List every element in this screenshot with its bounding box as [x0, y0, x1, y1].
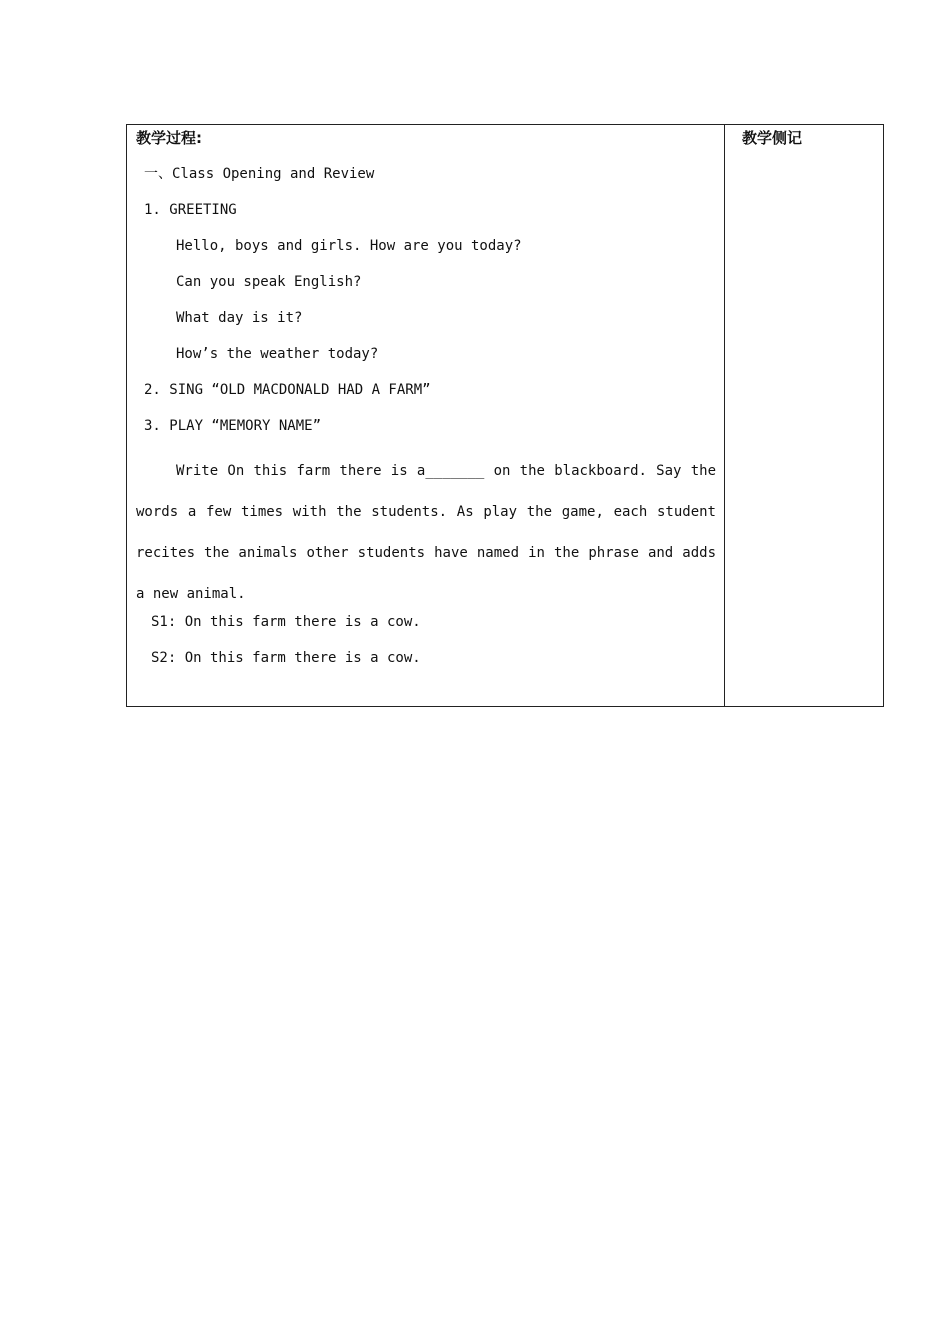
greeting-line-1: Hello, boys and girls. How are you today?: [176, 238, 522, 254]
greeting-line-4: How’s the weather today?: [176, 346, 379, 362]
student-line-2: S2: On this farm there is a cow.: [151, 650, 421, 666]
teaching-process-column: [127, 125, 725, 706]
student-line-1: S1: On this farm there is a cow.: [151, 614, 421, 630]
lesson-plan-table: [126, 124, 884, 707]
greeting-line-2: Can you speak English?: [176, 274, 362, 290]
teaching-process-heading: 教学过程:: [136, 129, 202, 147]
teaching-notes-heading: 教学侧记: [742, 129, 803, 147]
item-play: 3. PLAY “MEMORY NAME”: [144, 418, 322, 434]
greeting-line-3: What day is it?: [176, 310, 303, 326]
game-instructions-paragraph: Write On this farm there is a_______ on the blackboard. Say the words a few times with the students. As play the game, each student recites the animals other students have named in the phrase and adds a new animal.: [136, 463, 716, 602]
item-sing: 2. SING “OLD MACDONALD HAD A FARM”: [144, 382, 431, 398]
teaching-notes-column: [725, 125, 883, 706]
section-title: 一、Class Opening and Review: [144, 166, 375, 182]
item-greeting: 1. GREETING: [144, 202, 237, 218]
